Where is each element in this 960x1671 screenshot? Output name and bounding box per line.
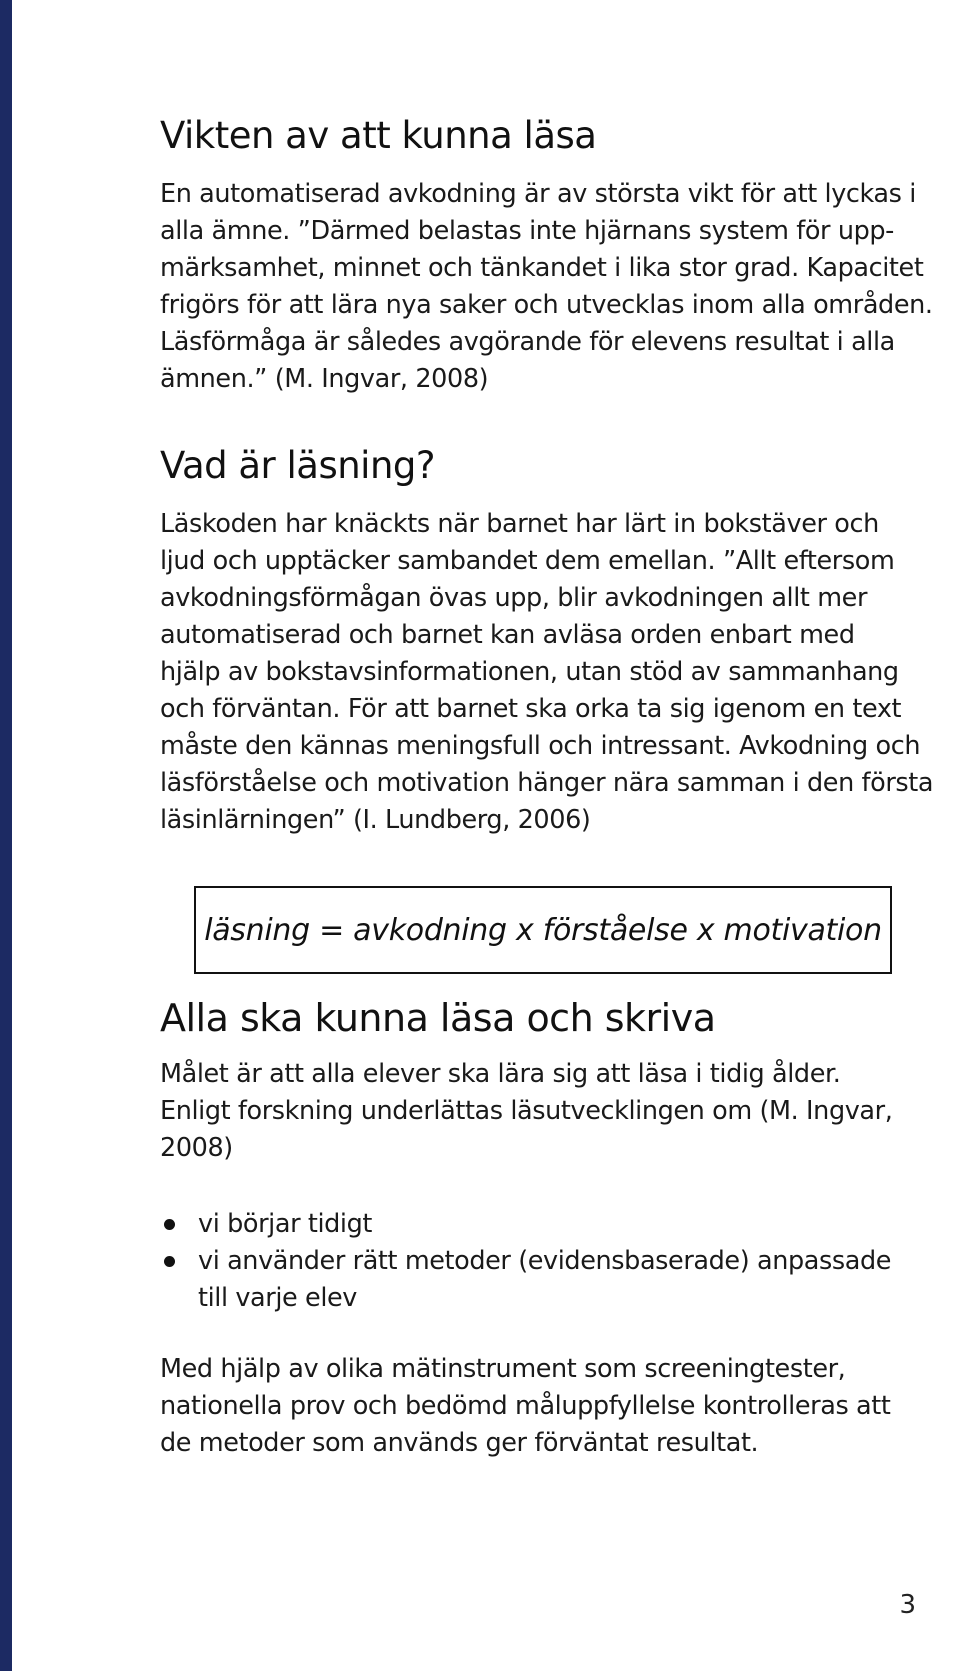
paragraph-vikten <box>160 176 933 398</box>
text-line: måste den kännas meningsfull och intressant. Avkodning och <box>160 731 921 761</box>
paragraph-malet <box>160 1056 920 1167</box>
text-line: nationella prov och bedömd måluppfyllelse kontrolleras att <box>160 1391 891 1421</box>
text-line: automatiserad och barnet kan avläsa orden enbart med <box>160 620 855 650</box>
text-line: Enligt forskning underlättas läsutvecklingen om (M. Ingvar, <box>160 1096 893 1126</box>
list-item <box>160 1206 920 1243</box>
bullet-icon <box>164 1219 175 1230</box>
formula-text: läsning = avkodning x förståelse x motivation <box>204 912 882 948</box>
text-line: märksamhet, minnet och tänkandet i lika stor grad. Kapacitet <box>160 253 924 283</box>
text-line: Målet är att alla elever ska lära sig att läsa i tidig ålder. <box>160 1059 841 1089</box>
paragraph-closing <box>160 1351 920 1462</box>
page-number: 3 <box>899 1590 916 1620</box>
heading-vikten: Vikten av att kunna läsa <box>160 114 597 157</box>
paragraph-vad-ar-lasning <box>160 506 934 839</box>
heading-alla-ska: Alla ska kunna läsa och skriva <box>160 996 716 1040</box>
text-line: vi använder rätt metoder (evidensbaserade) anpassade <box>198 1246 892 1276</box>
text-line: läsinlärningen” (I. Lundberg, 2006) <box>160 805 591 835</box>
list-item <box>160 1243 920 1317</box>
text-line: Läsförmåga är således avgörande för elevens resultat i alla <box>160 327 895 357</box>
text-line: till varje elev <box>198 1283 357 1313</box>
text-line: läsförståelse och motivation hänger nära samman i den första <box>160 768 934 798</box>
text-line: ämnen.” (M. Ingvar, 2008) <box>160 364 489 394</box>
text-line: Läskoden har knäckts när barnet har lärt in bokstäver och <box>160 509 879 539</box>
text-line: avkodningsförmågan övas upp, blir avkodningen allt mer <box>160 583 868 613</box>
page-spine <box>0 0 12 1671</box>
text-line: En automatiserad avkodning är av största vikt för att lyckas i <box>160 179 916 209</box>
heading-vad-ar-lasning: Vad är läsning? <box>160 444 436 487</box>
formula-box <box>194 886 892 974</box>
bullet-list <box>160 1206 920 1317</box>
text-line: Med hjälp av olika mätinstrument som screeningtester, <box>160 1354 846 1384</box>
text-line: frigörs för att lära nya saker och utvecklas inom alla områden. <box>160 290 933 320</box>
text-line: de metoder som används ger förväntat resultat. <box>160 1428 759 1458</box>
text-line: alla ämne. ”Därmed belastas inte hjärnans system för upp- <box>160 216 894 246</box>
text-line: hjälp av bokstavsinformationen, utan stöd av sammanhang <box>160 657 899 687</box>
bullet-icon <box>164 1256 175 1267</box>
text-line: ljud och upptäcker sambandet dem emellan. ”Allt eftersom <box>160 546 895 576</box>
text-line: och förväntan. För att barnet ska orka ta sig igenom en text <box>160 694 902 724</box>
text-line: 2008) <box>160 1133 233 1163</box>
text-line: vi börjar tidigt <box>198 1209 372 1239</box>
